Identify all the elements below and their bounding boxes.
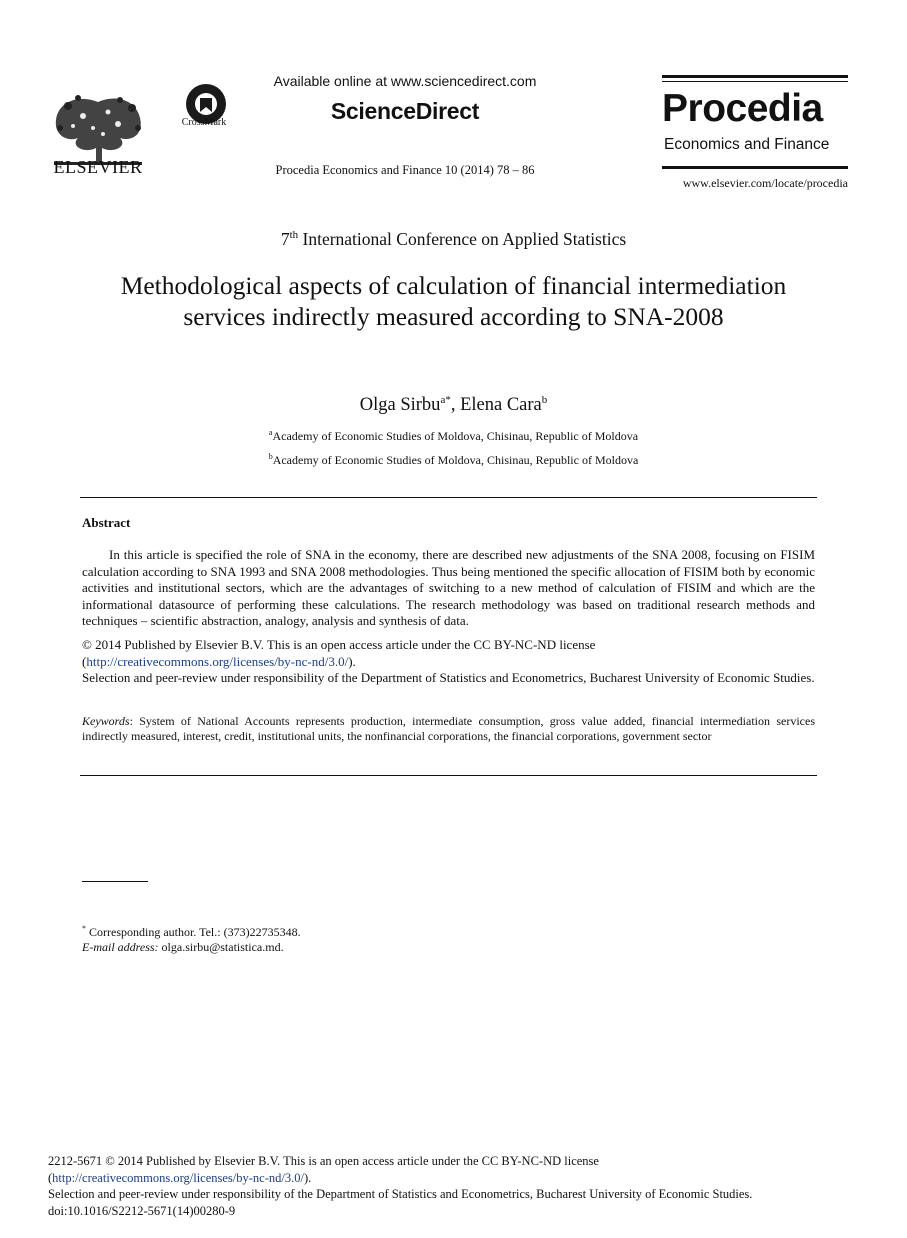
procedia-title: Procedia	[662, 87, 823, 130]
keywords-text: : System of National Accounts represents production, intermediate consumption, gross value added, financial intermediation services indirectly measured, interest, credit, institutional units, the nonfinancial corporations, the financial corporations, government sector	[82, 714, 815, 743]
author-separator: ,	[450, 395, 461, 416]
footer-license-line	[48, 1170, 868, 1187]
author-name: Olga Sirbu	[359, 395, 441, 416]
footnote-corresponding-text: Corresponding author. Tel.: (373)22735348.	[86, 925, 301, 939]
license-link[interactable]: http://creativecommons.org/licenses/by-nc-nd/3.0/	[86, 653, 349, 669]
paper-title: Methodological aspects of calculation of financial intermediation services indirectly measured according to SNA-2008	[120, 271, 787, 331]
sciencedirect-wordmark: ScienceDirect	[330, 98, 480, 124]
email-address[interactable]: olga.sirbu@statistica.md.	[158, 940, 284, 954]
author-mark: b	[541, 394, 548, 406]
footer-copyright: 2212-5671 © 2014 Published by Elsevier B.V. This is an open access article under the CC BY-NC-ND license	[48, 1154, 599, 1168]
license-open: (	[82, 653, 87, 669]
footer-license-close: ).	[303, 1170, 312, 1185]
conference-title: International Conference on Applied Statistics	[298, 229, 627, 249]
abstract-body: In this article is specified the role of SNA in the economy, there are described new adjustments of the SNA 2008, focusing on FISIM calculation according to SNA 1993 and SNA 2008 methodologies. Thus being mentioned the specific allocation of FISIM both by economic activities and institutional sectors, which are the advantages of switching to a new method of calculation of FISIM and which are the informational datasource of performing these calculations. The research methodology was based on traditional research methods and techniques – scientific abstraction, analogy, analysis and synthesis of data.	[82, 547, 815, 628]
available-online-text: Available online at www.sciencedirect.com	[273, 73, 537, 89]
license-block	[82, 637, 815, 687]
divider-top	[80, 497, 817, 498]
elsevier-wordmark: ELSEVIER	[53, 157, 143, 177]
procedia-subtitle: Economics and Finance	[664, 136, 830, 153]
peer-review-line: Selection and peer-review under responsibility of the Department of Statistics and Econometrics, Bucharest University of Economic Studies.	[82, 670, 815, 685]
affiliation-text: Academy of Economic Studies of Moldova, Chisinau, Republic of Moldova	[272, 453, 639, 467]
footnote-rule	[82, 881, 148, 882]
license-close: ).	[348, 653, 356, 669]
footer-license-open: (	[48, 1170, 53, 1185]
footer-doi[interactable]: doi:10.1016/S2212-5671(14)00280-9	[48, 1203, 236, 1218]
procedia-url[interactable]: www.elsevier.com/locate/procedia	[682, 176, 848, 190]
footnote-corresponding	[82, 921, 815, 940]
affiliation-mark: a	[268, 428, 273, 437]
keywords	[82, 714, 815, 744]
divider-bottom	[80, 775, 817, 776]
procedia-bottom-rule	[662, 166, 848, 169]
footnote-email	[82, 940, 815, 955]
affiliation	[100, 452, 807, 468]
page-footer	[48, 1153, 868, 1219]
crossmark-label: CrossMark	[181, 117, 227, 128]
author-mark: a*	[440, 394, 451, 406]
author-list	[100, 394, 807, 416]
copyright-line: © 2014 Published by Elsevier B.V. This is an open access article under the CC BY-NC-ND license	[82, 637, 596, 652]
procedia-top-rule	[662, 75, 848, 78]
keywords-label: Keywords	[82, 714, 130, 728]
affiliation-mark: b	[268, 452, 273, 461]
conference-name	[100, 229, 807, 250]
footnote-mark: *	[82, 924, 86, 933]
author-name: Elena Cara	[460, 395, 542, 416]
license-line	[82, 654, 815, 671]
procedia-top-rule-thin	[662, 81, 848, 82]
journal-citation: Procedia Economics and Finance 10 (2014) 78 – 86	[275, 163, 535, 177]
abstract-heading: Abstract	[82, 515, 131, 530]
conference-ordinal: 7	[280, 229, 290, 249]
affiliation-text: Academy of Economic Studies of Moldova, Chisinau, Republic of Moldova	[272, 429, 639, 443]
email-label: E-mail address:	[82, 940, 159, 954]
footer-peer-review: Selection and peer-review under responsibility of the Department of Statistics and Econometrics, Bucharest University of Economic Studies.	[48, 1187, 753, 1201]
footer-license-link[interactable]: http://creativecommons.org/licenses/by-nc-nd/3.0/	[52, 1170, 304, 1185]
conference-ordinal-suffix: th	[289, 229, 299, 242]
affiliation	[100, 428, 807, 444]
